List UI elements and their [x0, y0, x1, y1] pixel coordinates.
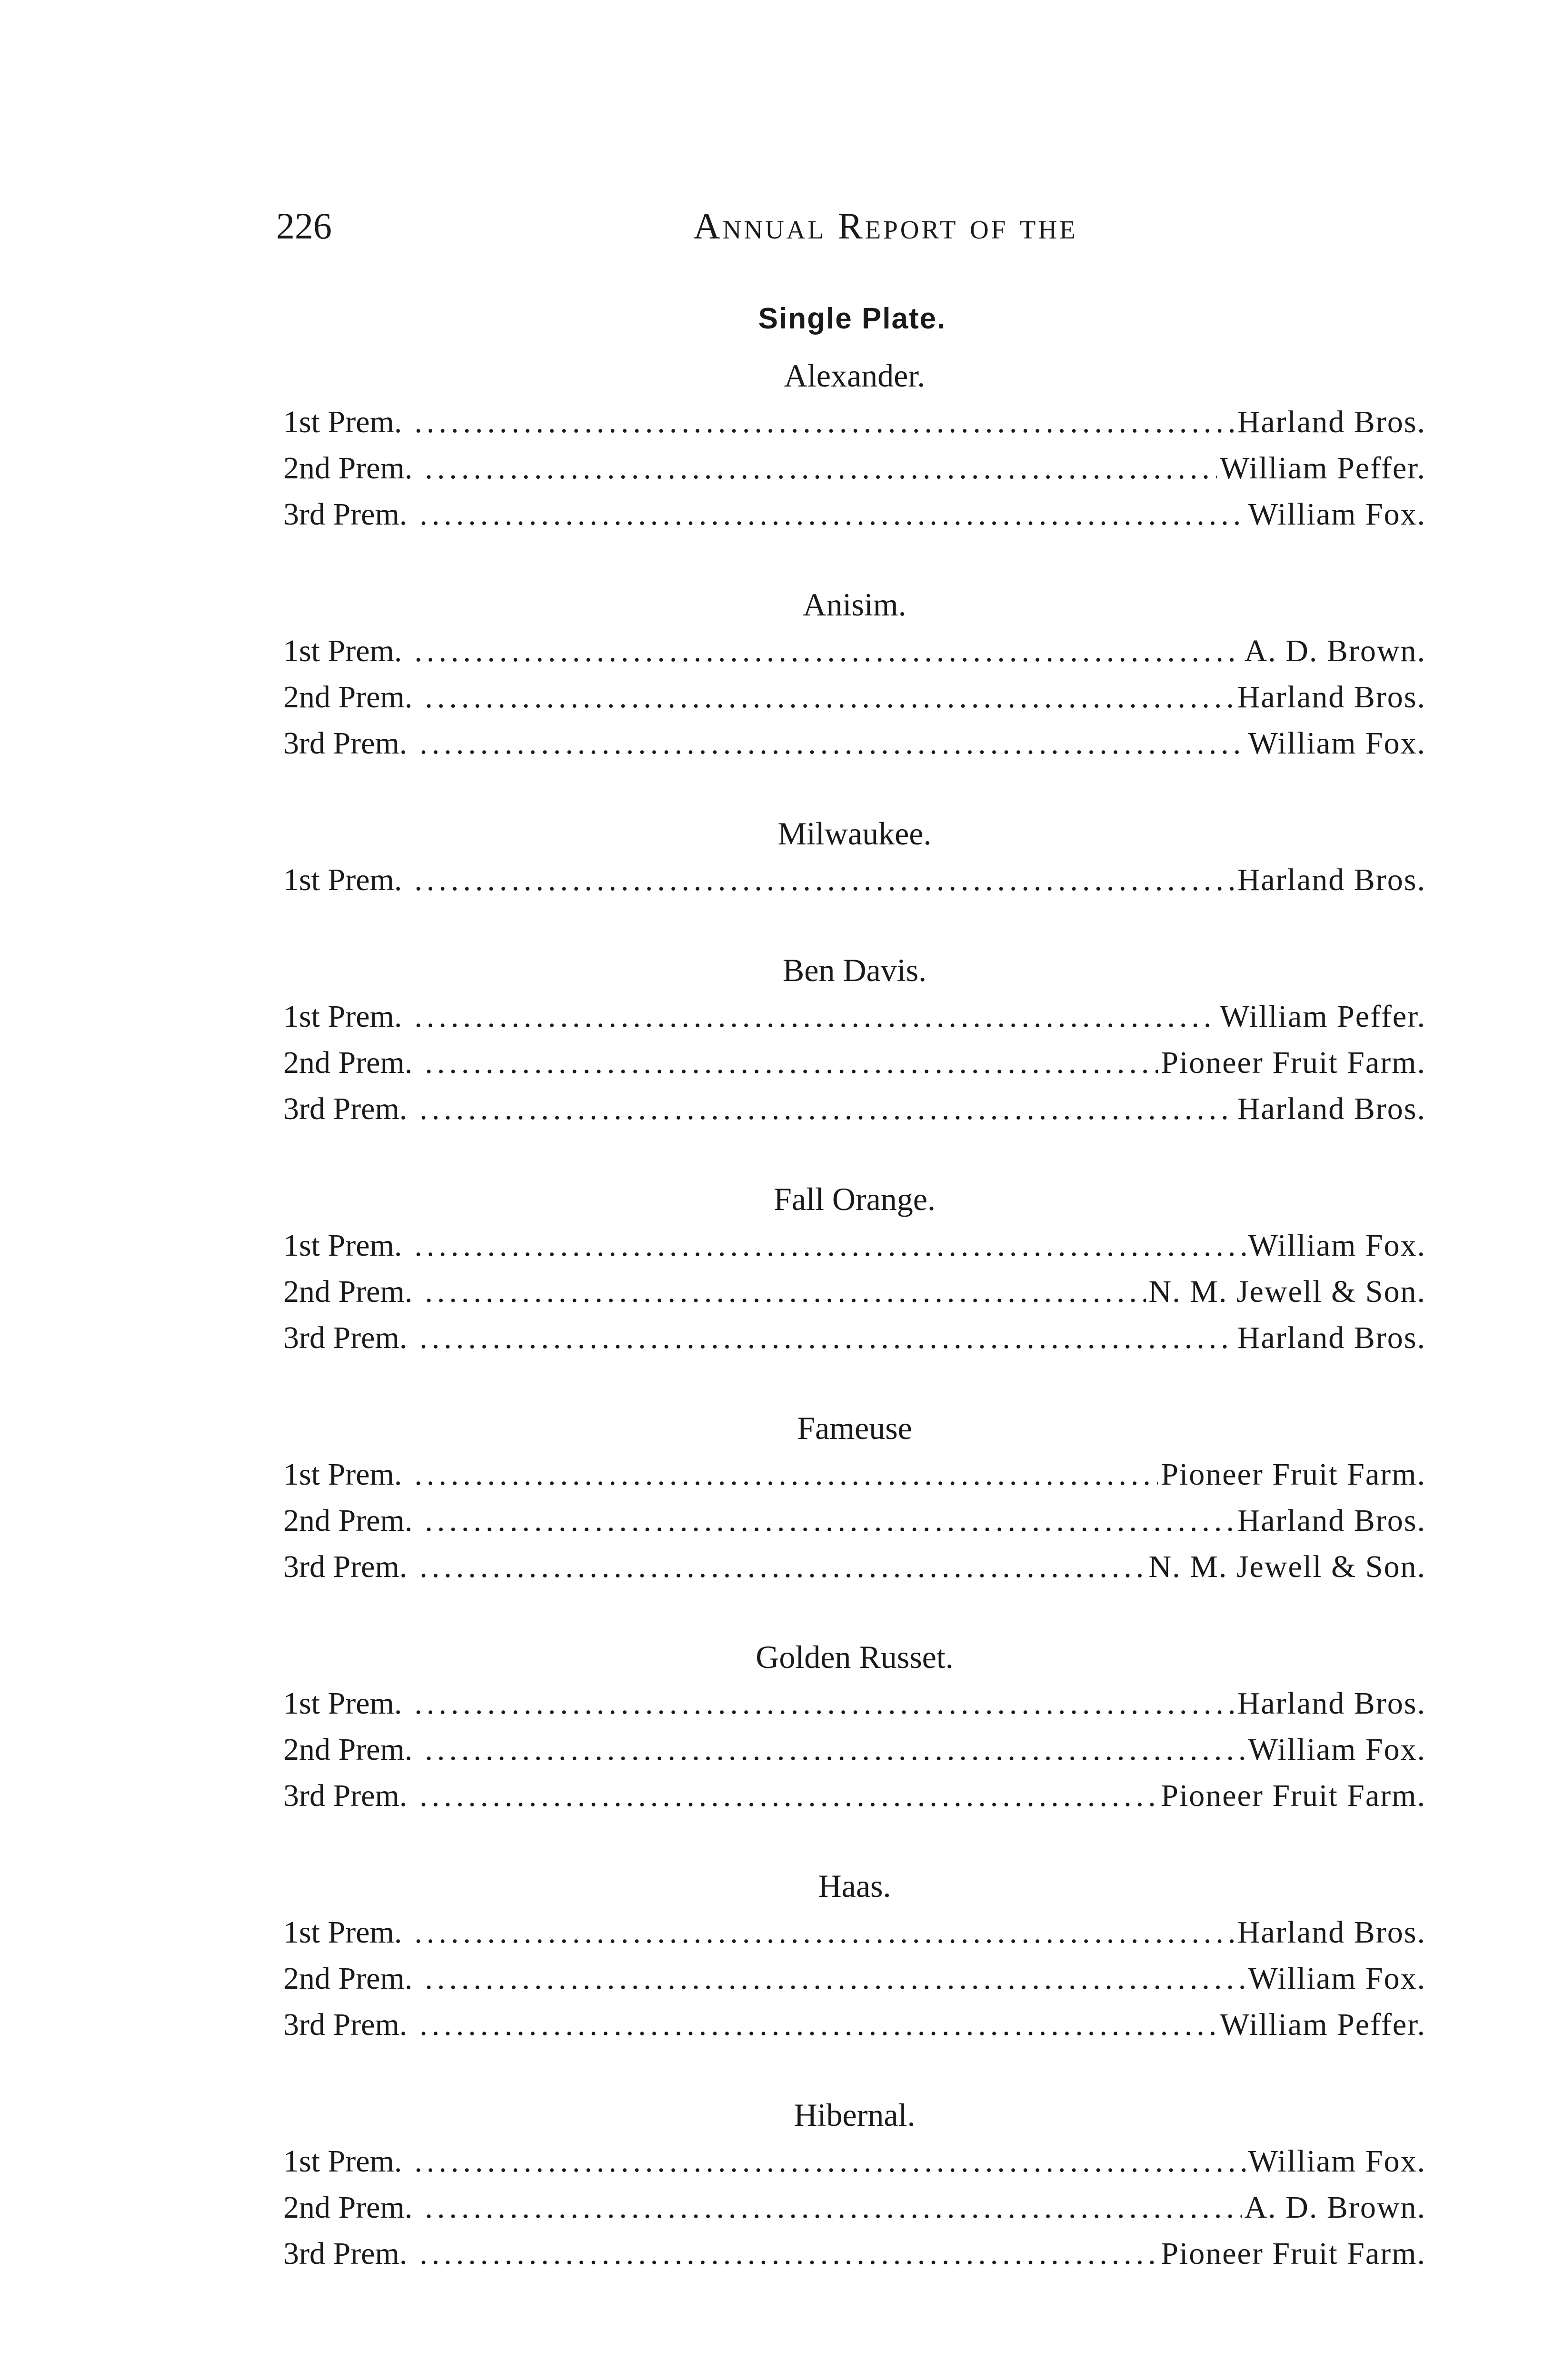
premium-winner: William Fox. — [1248, 1732, 1426, 1767]
dot-leader — [425, 1955, 1245, 2002]
premium-winner: N. M. Jewell & Son. — [1148, 1274, 1426, 1309]
premium-place: 2nd Prem. — [283, 1045, 413, 1080]
premium-entry — [283, 720, 1426, 766]
premium-winner: Pioneer Fruit Farm. — [1161, 1045, 1426, 1080]
dot-leader — [414, 1222, 1245, 1269]
section-title: Single Plate. — [758, 302, 946, 335]
dot-leader — [425, 1269, 1146, 1315]
dot-leader — [419, 2231, 1158, 2277]
variety-group — [283, 2092, 1426, 2277]
premium-place: 3rd Prem. — [283, 1549, 408, 1584]
premium-entry — [283, 1909, 1426, 1955]
dot-leader — [414, 1909, 1234, 1955]
premium-winner: William Peffer. — [1219, 451, 1426, 486]
running-title: Annual Report of the — [693, 205, 1078, 247]
premium-winner: Harland Bros. — [1237, 680, 1426, 714]
premium-entry — [283, 1222, 1426, 1269]
premium-entry — [283, 674, 1426, 720]
premium-entry — [283, 1726, 1426, 1773]
dot-leader — [425, 445, 1217, 491]
dot-leader — [414, 628, 1241, 674]
variety-group — [283, 1863, 1426, 2048]
dot-leader — [425, 1040, 1158, 1086]
premium-place: 1st Prem. — [283, 1915, 402, 1950]
premium-place: 1st Prem. — [283, 999, 402, 1034]
variety-heading: Haas. — [818, 1868, 891, 1904]
premium-place: 1st Prem. — [283, 863, 402, 897]
premium-place: 2nd Prem. — [283, 1503, 413, 1538]
premium-entry — [283, 2002, 1426, 2048]
premium-entry — [283, 2184, 1426, 2231]
premium-entry — [283, 2231, 1426, 2277]
premium-winner: Pioneer Fruit Farm. — [1161, 1457, 1426, 1492]
variety-group — [283, 810, 1426, 903]
premium-entry — [283, 445, 1426, 491]
premium-entry — [283, 1269, 1426, 1315]
premium-place: 2nd Prem. — [283, 2190, 413, 2225]
premium-winner: William Peffer. — [1219, 2007, 1426, 2042]
premium-winner: N. M. Jewell & Son. — [1148, 1549, 1426, 1584]
premium-place: 1st Prem. — [283, 1457, 402, 1492]
premium-entry — [283, 491, 1426, 537]
dot-leader — [419, 2002, 1217, 2048]
variety-group — [283, 581, 1426, 766]
premium-entry — [283, 399, 1426, 445]
premium-place: 1st Prem. — [283, 1686, 402, 1721]
premium-entry — [283, 1544, 1426, 1590]
dot-leader — [414, 857, 1234, 903]
premium-entry — [283, 1773, 1426, 1819]
variety-heading: Anisim. — [803, 586, 906, 623]
premium-entry — [283, 1497, 1426, 1544]
variety-group — [283, 1405, 1426, 1590]
dot-leader — [414, 1451, 1158, 1497]
premium-place: 2nd Prem. — [283, 1961, 413, 1996]
premium-winner: Harland Bros. — [1237, 1091, 1426, 1126]
premium-place: 1st Prem. — [283, 634, 402, 668]
dot-leader — [425, 1497, 1234, 1544]
page-number: 226 — [276, 205, 332, 247]
premium-place: 3rd Prem. — [283, 2236, 408, 2271]
premium-entry — [283, 2138, 1426, 2184]
premium-place: 3rd Prem. — [283, 1320, 408, 1355]
premium-place: 2nd Prem. — [283, 1732, 413, 1767]
premium-winner: William Fox. — [1248, 1961, 1426, 1996]
premium-entry — [283, 1086, 1426, 1132]
premium-entry — [283, 1680, 1426, 1726]
dot-leader — [414, 399, 1234, 445]
dot-leader — [425, 1726, 1245, 1773]
variety-group — [283, 1176, 1426, 1361]
premium-winner: Harland Bros. — [1237, 1503, 1426, 1538]
premium-winner: Harland Bros. — [1237, 1320, 1426, 1355]
dot-leader — [425, 674, 1234, 720]
premium-place: 1st Prem. — [283, 405, 402, 439]
premium-winner: Harland Bros. — [1237, 1915, 1426, 1950]
dot-leader — [419, 491, 1245, 537]
premium-entry — [283, 1315, 1426, 1361]
variety-heading: Milwaukee. — [777, 815, 932, 852]
premium-winner: Pioneer Fruit Farm. — [1161, 1778, 1426, 1813]
premium-winner: A. D. Brown. — [1244, 634, 1426, 668]
variety-heading: Hibernal. — [794, 2097, 916, 2133]
premium-place: 2nd Prem. — [283, 451, 413, 486]
dot-leader — [414, 1680, 1234, 1726]
premium-place: 1st Prem. — [283, 1228, 402, 1263]
premium-list — [283, 352, 1426, 2277]
premium-winner: Harland Bros. — [1237, 405, 1426, 439]
dot-leader — [425, 2184, 1241, 2231]
variety-heading: Ben Davis. — [782, 952, 927, 988]
variety-heading: Golden Russet. — [756, 1639, 954, 1675]
variety-group — [283, 1634, 1426, 1819]
variety-heading: Fall Orange. — [774, 1181, 936, 1217]
dot-leader — [414, 2138, 1245, 2184]
premium-place: 1st Prem. — [283, 2144, 402, 2179]
premium-winner: Harland Bros. — [1237, 1686, 1426, 1721]
dot-leader — [419, 1086, 1234, 1132]
premium-winner: William Fox. — [1248, 1228, 1426, 1263]
premium-entry — [283, 1040, 1426, 1086]
premium-winner: William Fox. — [1248, 2144, 1426, 2179]
premium-entry — [283, 993, 1426, 1040]
dot-leader — [419, 1544, 1146, 1590]
premium-place: 3rd Prem. — [283, 1091, 408, 1126]
premium-place: 2nd Prem. — [283, 1274, 413, 1309]
premium-winner: A. D. Brown. — [1244, 2190, 1426, 2225]
premium-winner: William Peffer. — [1219, 999, 1426, 1034]
premium-entry — [283, 1955, 1426, 2002]
premium-place: 3rd Prem. — [283, 497, 408, 532]
premium-place: 3rd Prem. — [283, 2007, 408, 2042]
dot-leader — [414, 993, 1217, 1040]
premium-place: 3rd Prem. — [283, 726, 408, 761]
premium-entry — [283, 628, 1426, 674]
variety-group — [283, 352, 1426, 537]
premium-winner: William Fox. — [1248, 497, 1426, 532]
premium-entry — [283, 857, 1426, 903]
page-header — [276, 200, 1428, 257]
premium-place: 3rd Prem. — [283, 1778, 408, 1813]
premium-winner: Pioneer Fruit Farm. — [1161, 2236, 1426, 2271]
dot-leader — [419, 1773, 1158, 1819]
premium-winner: William Fox. — [1248, 726, 1426, 761]
premium-winner: Harland Bros. — [1237, 863, 1426, 897]
premium-place: 2nd Prem. — [283, 680, 413, 714]
variety-group — [283, 947, 1426, 1132]
dot-leader — [419, 720, 1245, 766]
variety-heading: Fameuse — [797, 1410, 912, 1446]
premium-entry — [283, 1451, 1426, 1497]
variety-heading: Alexander. — [784, 357, 926, 394]
dot-leader — [419, 1315, 1234, 1361]
